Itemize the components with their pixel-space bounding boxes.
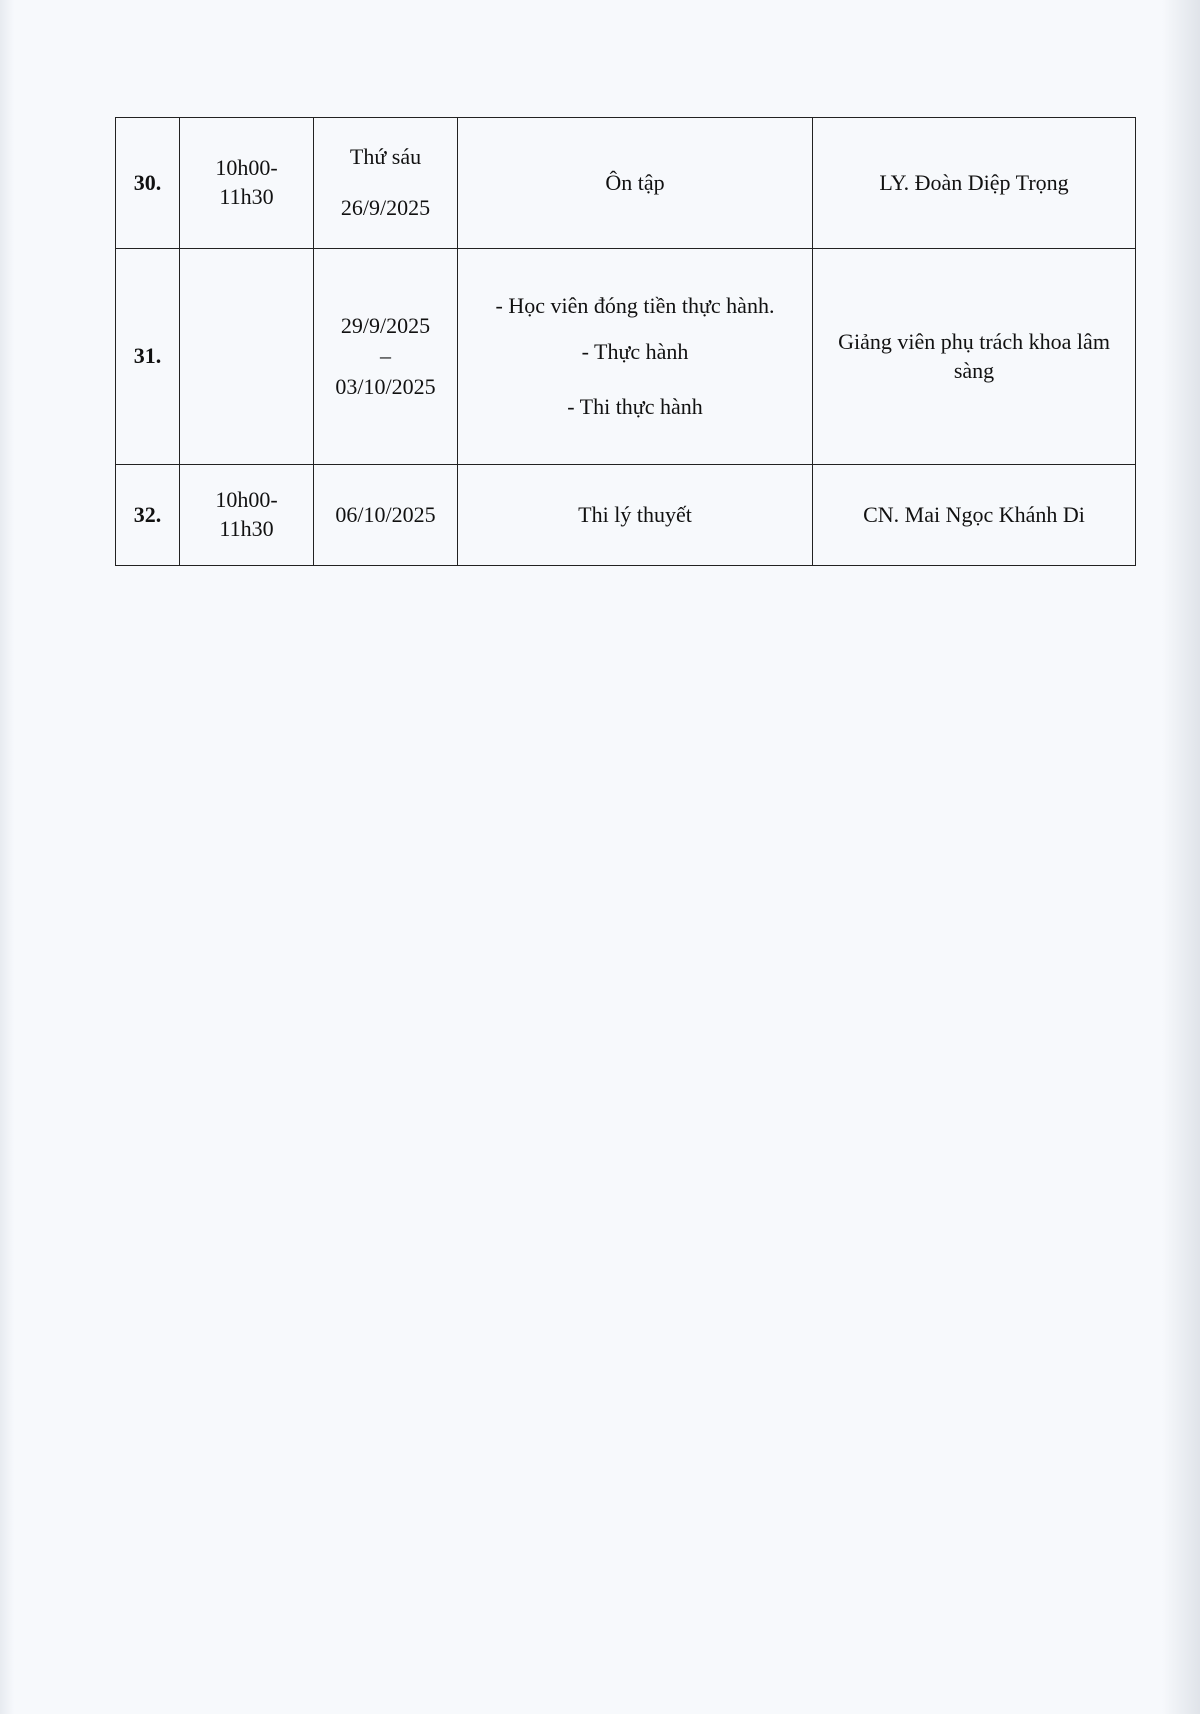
date-range-dash: – (380, 342, 391, 368)
row-number: 32. (116, 465, 180, 566)
time-start: 10h00- (215, 487, 278, 513)
row-number: 30. (116, 118, 180, 249)
date-end: 03/10/2025 (335, 373, 436, 399)
content-cell (458, 249, 813, 465)
schedule-table (115, 117, 1136, 566)
time-end: 11h30 (219, 184, 274, 209)
date-start: 29/9/2025 (340, 312, 431, 338)
content-cell (458, 465, 813, 566)
date: 06/10/2025 (335, 501, 436, 527)
time-start: 10h00- (215, 155, 278, 181)
scan-edge-right (1162, 0, 1200, 1714)
scan-edge-left (0, 0, 14, 1714)
date-cell (314, 465, 458, 566)
time-cell (180, 249, 314, 465)
time-end: 11h30 (219, 516, 274, 541)
time-cell (180, 465, 314, 566)
weekday: Thứ sáu (349, 144, 422, 170)
content-line: Ôn tập (605, 169, 665, 195)
time-cell (180, 118, 314, 249)
table-row (116, 465, 1136, 566)
content-line: - Thực hành (581, 339, 689, 365)
table-row (116, 249, 1136, 465)
table-row (116, 118, 1136, 249)
content-line: - Thi thực hành (567, 393, 703, 419)
date-cell (314, 249, 458, 465)
row-number: 31. (116, 249, 180, 465)
lecturer-name: CN. Mai Ngọc Khánh Di (863, 501, 1085, 527)
content-line: - Học viên đóng tiền thực hành. (495, 292, 775, 318)
lecturer-cell (813, 118, 1136, 249)
lecturer-name: LY. Đoàn Diệp Trọng (879, 169, 1069, 195)
date: 26/9/2025 (340, 195, 431, 220)
lecturer-cell (813, 465, 1136, 566)
date-cell (314, 118, 458, 249)
content-cell (458, 118, 813, 249)
lecturer-name: Giảng viên phụ trách khoa lâm sàng (838, 328, 1110, 383)
lecturer-cell (813, 249, 1136, 465)
content-line: Thi lý thuyết (578, 501, 692, 527)
